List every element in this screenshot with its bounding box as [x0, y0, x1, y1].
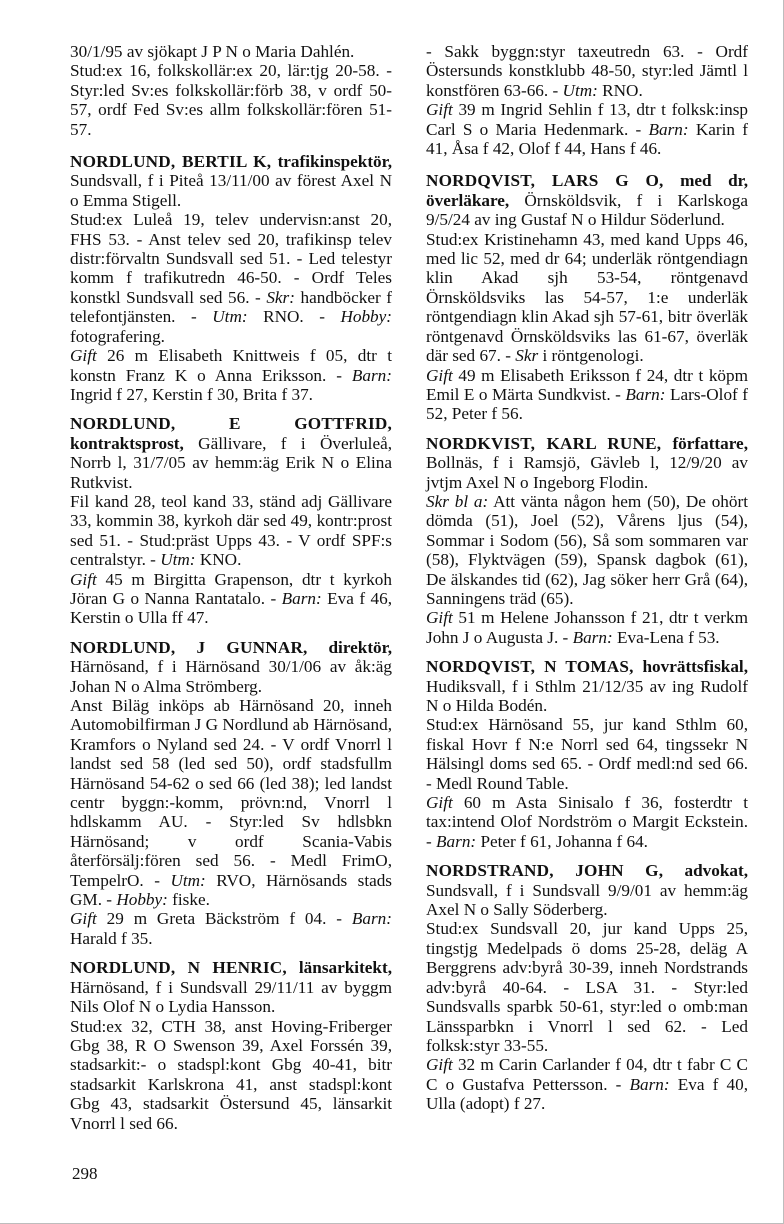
biography-entry [70, 958, 392, 1133]
entry-heading [70, 958, 392, 1016]
person-title: kontraktsprost, [70, 433, 184, 453]
entry-text: Eva f 46, Kerstin o Ulla ff 47. [70, 588, 392, 628]
person-name: NORDLUND, BERTIL K, [70, 152, 272, 172]
entry-text: 32 m Carin Carlander f 04, dtr t fabr C C C o Gustafva Pettersson. - [426, 1055, 748, 1094]
entry-text: Att vänta någon hem (50), De ohört dömda (51), Joel (52), Vårens ljus (54), Sommar i Sodom (56), Så som sommaren var (58), Flyktvägen (59), Spansk dagbok (61), De älskandes tid (62), Jag söker herr Grå (64), Sanningens träd (65). [426, 491, 748, 608]
entry-text: Stud:ex 16, folkskollär:ex 20, lär:tjg 20-58. - Styr:led Sv:es folkskollär:förb 38, v ordf 50-57, ordf Fed Sv:es allm folkskollär:fören 51-57. [70, 61, 392, 139]
field-label: Hobby: [116, 890, 168, 910]
entry-text: 30/1/95 av sjökapt J P N o Maria Dahlén. [70, 42, 355, 61]
entry-intro: Gällivare, f i Överluleå, Norrb l, 31/7/05 av hemm:äg Erik N o Elina Rutkvist. [70, 433, 392, 492]
entry-paragraph [70, 346, 392, 404]
entry-text: 29 m Greta Bäckström f 04. - [96, 909, 352, 929]
entry-continuation [426, 42, 748, 158]
entry-text: Stud:ex Kristinehamn 43, med kand Upps 46, med lic 52, med dr 64; underläk röntgendiagn klin Akad sjh 53-54, röntgenavd Örnsköldsviks las 54-57, 1:e underläk röntgendiagn klin Akad sjh 57-61, bitr överläk röntgenavd Örnsköldsviks las 61-67, överläk där sed 67. - [426, 229, 748, 366]
page-number: 298 [72, 1164, 98, 1183]
entry-text: Harald f 35. [70, 928, 153, 948]
entry-text: Ingrid f 27, Kerstin f 30, Brita f 37. [70, 384, 313, 404]
field-label: Gift [426, 608, 453, 628]
person-title: med dr, överläkare, [426, 171, 748, 210]
entry-heading [426, 171, 748, 229]
field-label: Utm: [562, 80, 598, 100]
entry-intro: Bollnäs, f i Ramsjö, Gävleb l, 12/9/20 av jvtjm Axel N o Ingeborg Flodin. [426, 453, 748, 492]
person-name: NORDSTRAND, JOHN G, [426, 861, 664, 881]
field-label: Gift [70, 909, 97, 929]
field-label: Utm: [212, 307, 248, 327]
entry-text: Eva-Lena f 53. [612, 627, 720, 647]
entry-paragraph [70, 1017, 392, 1133]
entry-text: RNO. [597, 80, 643, 100]
entry-text: fotografering. [70, 326, 165, 346]
biography-entry [426, 171, 748, 423]
field-label: Barn: [351, 365, 392, 385]
entry-paragraph [426, 230, 748, 366]
field-label: Skr [515, 346, 539, 366]
entry-paragraph [426, 919, 748, 1055]
field-label: Skr bl a: [426, 491, 489, 511]
person-name: NORDLUND, N HENRIC, [70, 958, 287, 978]
field-label: Gift [426, 100, 453, 120]
person-name: NORDKVIST, KARL RUNE, [426, 433, 662, 453]
field-label: Utm: [160, 550, 196, 570]
entry-heading [426, 861, 748, 919]
biography-entry [70, 414, 392, 627]
entry-intro: Hudiksvall, f i Sthlm 21/12/35 av ing Rudolf N o Hilda Bodén. [426, 676, 748, 715]
biography-entry [426, 861, 748, 1113]
entry-text: 51 m Helene Johansson f 21, dtr t verkm John J o Augusta J. - [426, 608, 748, 647]
field-label: Barn: [351, 909, 392, 929]
entry-heading [426, 434, 748, 492]
biography-entry [426, 657, 748, 851]
biography-entry [70, 152, 392, 404]
entry-intro: Örnsköldsvik, f i Karlskoga 9/5/24 av ing Gustaf N o Hildur Söderlund. [426, 190, 748, 230]
entry-text: Stud:ex Härnösand 55, jur kand Sthlm 60, fiskal Hovr f N:e Norrl sed 64, tingssekr N Hälsingl doms sed 65. - Ordf medl:nd sed 66. - Medl Round Table. [426, 715, 748, 793]
field-label: Utm: [170, 870, 206, 890]
entry-paragraph [426, 492, 748, 608]
entry-paragraph [426, 715, 748, 793]
entry-text: RVO, Härnösands stads GM. - [70, 870, 393, 910]
entry-paragraph [426, 608, 748, 647]
person-title: hovrättsfiskal, [642, 657, 748, 677]
entry-paragraph [426, 1055, 748, 1113]
entry-paragraph [426, 793, 748, 851]
entry-text: fiske. [167, 890, 210, 910]
field-label: Barn: [436, 831, 477, 851]
entry-text: Stud:ex Sundsvall 20, jur kand Upps 25, tingstjg Medelpads ö doms 25-28, deläg A Berggrens adv:byrå 30-39, inneh Nordstrands adv:byrå 40-64. - LSA 31. - Styr:led Sundsvalls sparbk 50-61, styr:led o omb:man Länssparbkn i Vnorrl l sed 62. - Led folksk:styr 33-55. [426, 919, 748, 1055]
entry-text: Stud:ex Luleå 19, telev undervisn:anst 20, FHS 53. - Anst telev sed 20, trafikinsp telev distr:förvaltn Sundsvall sed 51. - Led telestyr komm f trafikutredn 46-50. - Ordf Teles konstkl Sundsvall sed 56. - [70, 210, 392, 307]
person-title: advokat, [684, 861, 748, 881]
entry-paragraph [70, 570, 392, 628]
entry-text: 26 m Elisabeth Knittweis f 05, dtr t konstn Franz K o Anna Eriksson. - [70, 346, 392, 385]
field-label: Gift [426, 1055, 453, 1075]
entry-heading [70, 414, 392, 492]
entry-text: Lars-Olof f 52, Peter f 56. [426, 384, 748, 424]
field-label: Gift [426, 365, 453, 385]
biography-entry [426, 434, 748, 647]
field-label: Barn: [648, 119, 689, 139]
person-name: NORDQVIST, LARS G O, [426, 171, 664, 191]
entry-heading [70, 638, 392, 696]
entry-text: 39 m Ingrid Sehlin f 13, dtr t folksk:insp Carl S o Maria Hedenmark. - [426, 100, 748, 139]
entry-intro: Härnösand, f i Härnösand 30/1/06 av åk:äg Johan N o Alma Strömberg. [70, 657, 392, 696]
right-column [426, 42, 748, 1124]
entry-text: - Sakk byggn:styr taxeutredn 63. - Ordf Östersunds konstklubb 48-50, styr:led Jämtl l konstfören 63-66. - [426, 42, 748, 100]
entry-paragraph [70, 61, 392, 139]
field-label: Barn: [281, 588, 322, 608]
entry-paragraph [70, 696, 392, 909]
entry-text: 45 m Birgitta Grapenson, dtr t kyrkoh Jöran G o Nanna Rantatalo. - [70, 569, 392, 608]
entry-text: Eva f 40, Ulla (adopt) f 27. [426, 1074, 748, 1114]
field-label: Gift [426, 793, 453, 813]
field-label: Barn: [572, 627, 613, 647]
entry-continuation [70, 42, 392, 139]
field-label: Hobby: [340, 307, 392, 327]
person-title: trafikinspektör, [277, 152, 392, 172]
entry-heading [70, 152, 392, 210]
entry-text: handböcker f telefontjänsten. - [70, 287, 392, 327]
entry-text: Peter f 61, Johanna f 64. [476, 831, 648, 851]
entry-text: Karin f 41, Åsa f 42, Olof f 44, Hans f 46. [426, 119, 748, 159]
field-label: Barn: [629, 1074, 670, 1094]
entry-paragraph [70, 909, 392, 948]
entry-intro: Sundsvall, f i Piteå 13/11/00 av förest Axel N o Emma Stigell. [70, 171, 392, 210]
entry-text: RNO. - [247, 307, 341, 327]
entry-text: KNO. [195, 550, 242, 570]
entry-paragraph [70, 492, 392, 570]
entry-text: Anst Biläg inköps ab Härnösand 20, inneh Automobilfirman J G Nordlund ab Härnösand, Kramfors o Nyland sed 24. - V ordf Vnorrl l landst sed 58 (led sed 50), ordf stadsfullm Härnösand 54-62 o sed 66 (led 38); led landst centr byggn:-komm, prövn:nd, Vnorrl l hdlskamm AU. - Styr:led Sv hdlsbkn Härnösand; v ordf Scania-Vabis återförsälj:fören sed 56. - Medl FrimO, TempelrO. - [70, 696, 392, 890]
left-column [70, 42, 392, 1143]
person-name: NORDLUND, E GOTTFRID, [70, 414, 392, 434]
biography-entry [70, 638, 392, 949]
entry-intro: Härnösand, f i Sundsvall 29/11/11 av byggm Nils Olof N o Lydia Hansson. [70, 977, 392, 1017]
person-title: författare, [672, 433, 748, 453]
field-label: Barn: [625, 384, 666, 404]
entry-paragraph [70, 42, 392, 61]
entry-text: Fil kand 28, teol kand 33, ständ adj Gällivare 33, kommin 38, kyrkoh där sed 49, kontr:prost sed 51. - Stud:präst Upps 43. - V ordf SPF:s centralstyr. - [70, 491, 392, 570]
entry-text: 60 m Asta Sinisalo f 36, fosterdtr t tax:intend Olof Nordström o Margit Eckstein. - [426, 793, 748, 851]
field-label: Skr: [266, 287, 295, 307]
entry-paragraph [70, 210, 392, 346]
entry-intro: Sundsvall, f i Sundsvall 9/9/01 av hemm:äg Axel N o Sally Söderberg. [426, 880, 748, 920]
entry-text: Stud:ex 32, CTH 38, anst Hoving-Friberger Gbg 38, R O Swenson 39, Axel Forssén 39, stadsarkit:- o stadspl:kont Gbg 40-41, bitr stadsarkit Karlskrona 41, anst stadspl:kont Gbg 43, stadsarkit Östersund 45, länsarkit Vnorrl l sed 66. [70, 1016, 392, 1133]
person-name: NORDQVIST, N TOMAS, [426, 657, 634, 677]
person-title: direktör, [328, 637, 392, 657]
person-title: länsarkitekt, [298, 958, 393, 978]
field-label: Gift [70, 569, 97, 589]
entry-heading [426, 657, 748, 715]
entry-text: i röntgenologi. [538, 346, 644, 366]
entry-paragraph [426, 366, 748, 424]
person-name: NORDLUND, J GUNNAR, [70, 637, 308, 657]
entry-paragraph [426, 42, 748, 100]
entry-paragraph [426, 100, 748, 158]
entry-text: 49 m Elisabeth Eriksson f 24, dtr t köpm Emil E o Märta Sundkvist. - [426, 365, 748, 404]
field-label: Gift [70, 346, 97, 366]
